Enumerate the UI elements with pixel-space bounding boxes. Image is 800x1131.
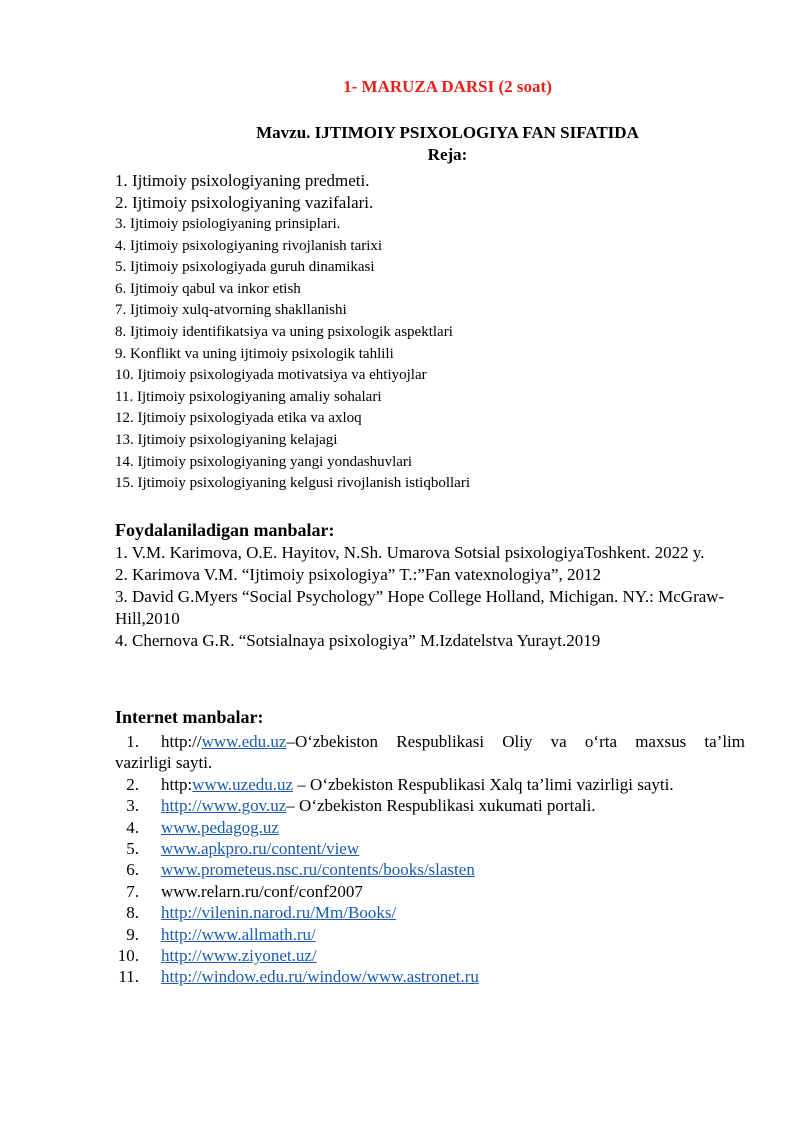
link[interactable]: http://www.ziyonet.uz/: [161, 945, 317, 965]
link-description: – O‘zbekiston Respublikasi Xalq ta’limi vazirligi sayti.: [293, 774, 674, 794]
plan-item: 14. Ijtimoiy psixologiyaning yangi yondashuvlari: [115, 453, 413, 470]
plan-item: 3. Ijtimoiy psiologiyaning prinsiplari.: [115, 216, 341, 232]
internet-item: [115, 731, 745, 752]
link[interactable]: www.apkpro.ru/content/view: [161, 838, 360, 858]
plan-item: 12. Ijtimoiy psixologiyada etika va axloq: [115, 410, 362, 427]
plan-item: 15. Ijtimoiy psixologiyaning kelgusi rivojlanish istiqbollari: [115, 475, 470, 492]
plan-item: 4. Ijtimoiy psixologiyaning rivojlanish tarixi: [115, 237, 383, 254]
sources-heading: Foydalaniladigan manbalar:: [115, 520, 335, 540]
item-text: [139, 945, 317, 966]
source-item: 3. David G.Myers “Social Psychology” Hope College Holland, Michigan. NY.: McGraw-Hill,2010: [115, 587, 725, 628]
plan-item: 2. Ijtimoiy psixologiyaning vazifalari.: [115, 193, 374, 212]
plan-item: 5. Ijtimoiy psixologiyada guruh dinamikasi: [115, 259, 375, 276]
source-item: 2. Karimova V.M. “Ijtimoiy psixologiya” T.:”Fan vatexnologiya”, 2012: [115, 565, 602, 584]
item-number: 1.: [126, 732, 139, 751]
internet-heading: Internet manbalar:: [115, 707, 264, 727]
item-text: [139, 859, 475, 880]
plan-item: 10. Ijtimoiy psixologiyada motivatsiya va ehtiyojlar: [115, 367, 427, 384]
link-prefix: http://: [161, 732, 202, 751]
sources-list: [115, 542, 745, 652]
item-number: 11.: [118, 967, 139, 987]
plan-item: 7. Ijtimoiy xulq-atvorning shakllanishi: [115, 302, 347, 319]
item-number: 6.: [126, 860, 139, 880]
link-description: –O‘zbekiston Respublikasi Oliy va o‘rta maxsus ta’lim: [286, 732, 745, 751]
plan-item: 13. Ijtimoiy psixologiyaning kelajagi: [115, 431, 338, 448]
item-number: 5.: [126, 838, 139, 858]
item-text: [139, 774, 674, 795]
item-text: [139, 924, 316, 945]
internet-item: [115, 838, 745, 859]
internet-item: [115, 817, 745, 838]
topic-title: Mavzu. IJTIMOIY PSIXOLOGIYA FAN SIFATIDA: [256, 123, 639, 142]
link[interactable]: www.prometeus.nsc.ru/contents/books/slasten: [161, 860, 475, 880]
item-number: 2.: [126, 774, 139, 794]
item-text: [139, 966, 479, 987]
item-number: 9.: [126, 924, 139, 944]
internet-list: [115, 731, 745, 988]
link[interactable]: http://vilenin.narod.ru/Mm/Books/: [161, 903, 397, 923]
link[interactable]: http://www.gov.uz: [161, 796, 287, 816]
item-text-continued: vazirligi sayti.: [115, 753, 213, 773]
internet-item: [115, 945, 745, 966]
item-number: 4.: [126, 817, 139, 837]
internet-item: [115, 795, 745, 816]
plan-item: 9. Konflikt va uning ijtimoiy psixologik tahlili: [115, 345, 394, 362]
link[interactable]: www.uzedu.uz: [192, 774, 294, 794]
link[interactable]: http://window.edu.ru/window/www.astronet.ru: [161, 967, 479, 987]
source-item: 4. Chernova G.R. “Sotsialnaya psixologiya” M.Izdatelstva Yurayt.2019: [115, 631, 601, 650]
internet-item: [115, 966, 745, 987]
item-text: [139, 731, 745, 752]
internet-item: [115, 774, 745, 795]
link-prefix: http:: [161, 774, 193, 794]
item-text: [139, 817, 279, 838]
item-text: [139, 902, 396, 923]
item-text: [139, 795, 596, 816]
item-text: [139, 838, 359, 859]
link[interactable]: http://www.allmath.ru/: [161, 924, 316, 944]
item-number: 10.: [117, 945, 139, 965]
plan-list: [115, 170, 470, 495]
source-item: 1. V.M. Karimova, O.E. Hayitov, N.Sh. Umarova Sotsial psixologiyaToshkent. 2022 y.: [115, 543, 705, 562]
plan-item: 6. Ijtimoiy qabul va inkor etish: [115, 280, 301, 297]
lecture-title: 1- MARUZA DARSI (2 soat): [343, 77, 552, 96]
link-description: – O‘zbekiston Respublikasi xukumati portali.: [286, 796, 596, 816]
internet-item: [115, 902, 745, 923]
internet-item: [115, 924, 745, 945]
link[interactable]: www.pedagog.uz: [161, 817, 279, 837]
link[interactable]: www.edu.uz: [201, 732, 287, 751]
plan-item: 11. Ijtimoiy psixologiyaning amaliy sohalari: [115, 388, 382, 405]
internet-item: [115, 859, 745, 880]
internet-item-continuation: [115, 752, 745, 773]
internet-item: [115, 881, 745, 902]
plan-item: 1. Ijtimoiy psixologiyaning predmeti.: [115, 171, 370, 190]
plan-item: 8. Ijtimoiy identifikatsiya va uning psixologik aspektlari: [115, 323, 453, 340]
item-number: 3.: [126, 796, 139, 816]
item-text: www.relarn.ru/conf/conf2007: [161, 881, 363, 901]
plan-heading: Reja:: [427, 145, 468, 164]
item-number: 7.: [126, 881, 139, 901]
item-number: 8.: [126, 903, 139, 923]
